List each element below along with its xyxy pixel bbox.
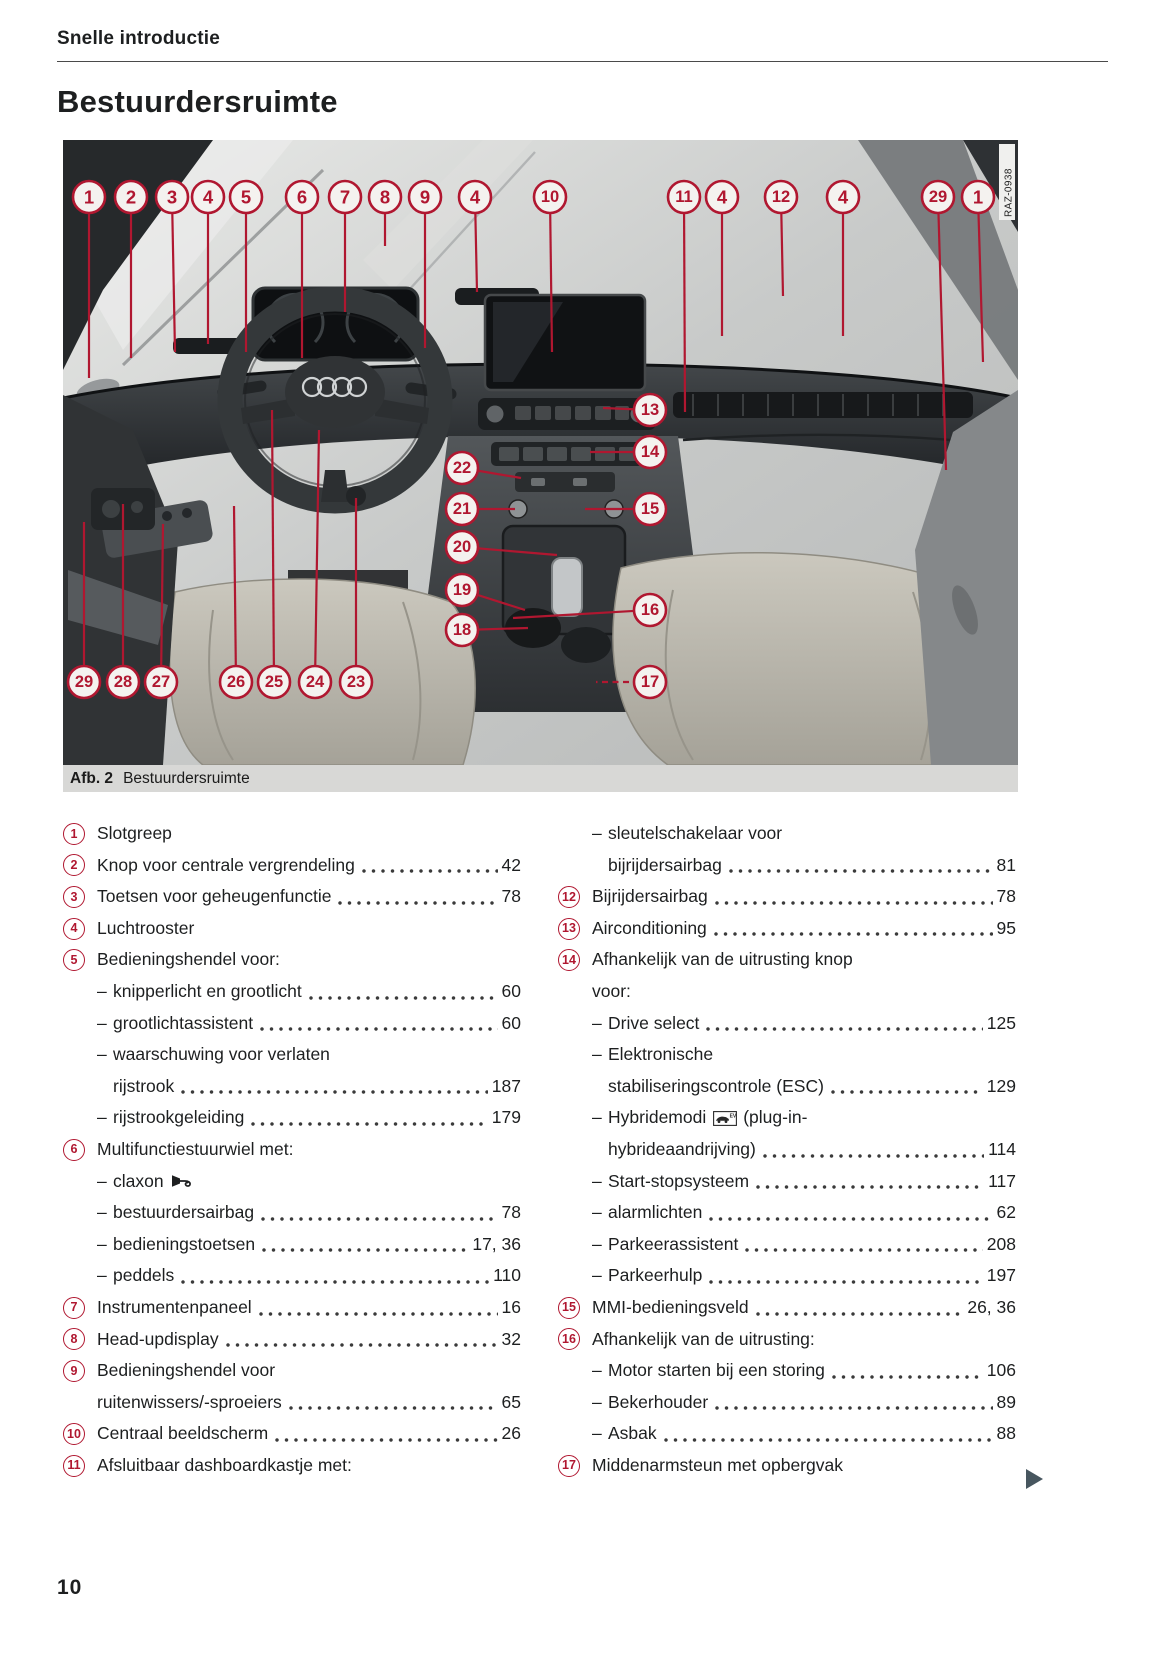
sub-item-dash: – — [97, 1265, 107, 1286]
legend-subitem — [63, 976, 521, 1008]
dotted-leader — [756, 1185, 984, 1189]
legend-subitem — [63, 1102, 521, 1134]
legend-item-number: 15 — [558, 1297, 580, 1319]
horn-icon — [171, 1174, 193, 1188]
svg-text:15: 15 — [640, 500, 660, 518]
gear-selector — [552, 558, 582, 616]
legend-item — [63, 1355, 521, 1387]
svg-text:17: 17 — [640, 673, 660, 691]
legend-subitem — [63, 1387, 521, 1419]
legend-item-label: Multifunctiestuurwiel met: — [97, 1138, 294, 1159]
legend-item-label: Motor starten bij een storing — [608, 1360, 825, 1381]
legend-page-reference: 95 — [996, 917, 1016, 938]
svg-text:1: 1 — [972, 186, 984, 208]
dotted-leader — [362, 869, 498, 873]
dotted-leader — [832, 1375, 983, 1379]
page-number: 10 — [57, 1576, 83, 1599]
legend-page-reference: 117 — [988, 1170, 1016, 1191]
dotted-leader — [763, 1154, 984, 1158]
legend-item-label: sleutelschakelaar voor — [608, 823, 783, 843]
legend-item-label: Afhankelijk van de uitrusting: — [592, 1328, 815, 1349]
dotted-leader — [745, 1248, 982, 1252]
legend-page-reference: 110 — [493, 1265, 521, 1286]
dotted-leader — [309, 996, 498, 1000]
legend-page-reference: 32 — [501, 1328, 521, 1349]
light-switch — [131, 501, 143, 513]
legend-item-label: Elektronische — [608, 1044, 714, 1065]
svg-text:10: 10 — [540, 188, 560, 206]
legend-item — [558, 944, 1016, 976]
legend-page-reference: 197 — [986, 1265, 1016, 1286]
legend-item — [558, 881, 1016, 913]
sub-item-dash: – — [592, 1423, 602, 1444]
legend-subitem — [63, 1039, 521, 1071]
svg-text:29: 29 — [74, 673, 94, 691]
legend-page-reference: 62 — [996, 1202, 1016, 1223]
sub-item-dash: – — [97, 1202, 107, 1223]
legend-subitem — [63, 1260, 521, 1292]
sub-item-dash: – — [97, 1170, 107, 1191]
legend-page-reference: 17, 36 — [472, 1233, 521, 1254]
legend-item-label: Asbak — [608, 1423, 657, 1444]
legend-item-number: 14 — [558, 949, 580, 971]
sub-item-dash: – — [592, 1233, 602, 1254]
dotted-leader — [251, 1122, 487, 1126]
legend-page-reference: 26, 36 — [967, 1296, 1016, 1317]
legend-item-label: Hybridemodi — [608, 1107, 707, 1128]
dotted-leader — [756, 1312, 964, 1316]
dotted-leader — [709, 1280, 982, 1284]
legend-subitem — [558, 1008, 1016, 1040]
legend-subitem — [558, 1197, 1016, 1229]
legend-item — [63, 818, 521, 850]
legend-item — [63, 913, 521, 945]
dotted-leader — [664, 1438, 993, 1442]
dotted-leader — [831, 1090, 983, 1094]
sub-item-dash: – — [592, 1391, 602, 1412]
legend-item — [558, 1324, 1016, 1356]
legend-item — [63, 1418, 521, 1450]
legend-item-label: bijrijdersairbag — [608, 854, 722, 875]
legend-page-reference: 26 — [501, 1423, 521, 1444]
sub-item-dash: – — [592, 1265, 602, 1286]
sub-item-dash — [592, 850, 608, 882]
svg-text:25: 25 — [264, 673, 284, 691]
dotted-leader — [262, 1248, 468, 1252]
legend-subitem — [63, 1166, 521, 1198]
legend-subitem — [558, 976, 1016, 1008]
legend-item-number: 5 — [63, 949, 85, 971]
sub-item-dash — [592, 1071, 608, 1103]
legend-page-reference: 114 — [988, 1138, 1016, 1159]
svg-text:16: 16 — [640, 601, 660, 619]
sub-item-dash: – — [592, 1107, 602, 1128]
legend-item-number: 1 — [63, 823, 85, 845]
legend-item-label: Afsluitbaar dashboardkastje met: — [97, 1454, 352, 1475]
legend-item-label: stabiliseringscontrole (ESC) — [608, 1075, 824, 1096]
cockpit-figure — [63, 140, 1018, 792]
legend-subitem — [558, 1071, 1016, 1103]
figure-caption — [63, 765, 1018, 792]
legend-item — [63, 1324, 521, 1356]
legend-item-label: MMI-bedieningsveld — [592, 1296, 749, 1317]
legend-page-reference: 60 — [501, 1012, 521, 1033]
dotted-leader — [706, 1027, 982, 1031]
cupholder — [561, 627, 611, 663]
legend-item-label: Drive select — [608, 1012, 700, 1033]
svg-text:2: 2 — [125, 186, 137, 208]
legend-item-label: Bekerhouder — [608, 1391, 709, 1412]
sub-item-dash: – — [97, 1233, 107, 1254]
sub-item-dash: – — [97, 1107, 107, 1128]
svg-text:4: 4 — [716, 186, 728, 208]
legend-item-label: Bijrijdersairbag — [592, 886, 708, 907]
legend-item-label: rijstrookgeleiding — [113, 1107, 245, 1128]
dotted-leader — [181, 1280, 489, 1284]
legend-item — [63, 1292, 521, 1324]
legend-item-label: Bedieningshendel voor — [97, 1360, 276, 1381]
legend-subitem — [558, 1418, 1016, 1450]
legend-page-reference: 89 — [996, 1391, 1016, 1412]
dotted-leader — [226, 1343, 498, 1347]
dotted-leader — [275, 1438, 497, 1442]
svg-text:9: 9 — [419, 186, 431, 208]
svg-text:20: 20 — [452, 538, 472, 556]
legend-page-reference: 65 — [501, 1391, 521, 1412]
svg-text:6: 6 — [296, 186, 308, 208]
svg-text:1: 1 — [83, 186, 95, 208]
legend-page-reference: 78 — [501, 886, 521, 907]
sub-item-dash: – — [97, 980, 107, 1001]
legend-page-reference: 129 — [986, 1075, 1016, 1096]
legend-item-number: 3 — [63, 886, 85, 908]
dotted-leader — [709, 1217, 992, 1221]
legend-item — [63, 944, 521, 976]
legend-item-label: Middenarmsteun met opbergvak — [592, 1454, 843, 1475]
legend-item-number: 7 — [63, 1297, 85, 1319]
usb-port — [531, 478, 545, 486]
legend-page-reference: 179 — [491, 1107, 521, 1128]
light-switch — [102, 500, 120, 518]
legend-page-reference: 88 — [996, 1423, 1016, 1444]
usb-panel — [515, 472, 615, 492]
sub-item-dash: – — [592, 1202, 602, 1223]
legend-column-left — [63, 818, 521, 1481]
dotted-leader — [261, 1217, 497, 1221]
legend-item — [558, 1292, 1016, 1324]
legend-item-number: 6 — [63, 1139, 85, 1161]
legend-page-reference: 208 — [986, 1233, 1016, 1254]
legend-item-label: Instrumentenpaneel — [97, 1296, 252, 1317]
legend-page-reference: 81 — [996, 854, 1016, 875]
legend-item-label: ruitenwissers/-sproeiers — [97, 1391, 282, 1412]
wheel-spoke-bottom — [321, 470, 349, 502]
legend-page-reference: 187 — [491, 1075, 521, 1096]
sub-item-dash: – — [592, 1012, 602, 1033]
legend-item-label: (plug-in- — [743, 1107, 808, 1128]
legend-subitem — [558, 1102, 1016, 1134]
legend-item-label: claxon — [113, 1170, 164, 1191]
svg-text:13: 13 — [640, 401, 660, 419]
svg-text:12: 12 — [771, 188, 791, 206]
legend-item — [63, 1134, 521, 1166]
legend-item-label: Centraal beeldscherm — [97, 1423, 269, 1444]
legend-item-label: alarmlichten — [608, 1202, 703, 1223]
legend-column-right — [558, 818, 1016, 1481]
legend-page-reference: 42 — [501, 854, 521, 875]
svg-text:21: 21 — [452, 500, 472, 518]
dotted-leader — [259, 1312, 498, 1316]
legend-item-label: voor: — [592, 980, 631, 1001]
svg-text:4: 4 — [469, 186, 481, 208]
usb-port — [573, 478, 587, 486]
header-rule — [57, 61, 1108, 62]
legend-item-number: 9 — [63, 1360, 85, 1382]
sub-item-dash: – — [592, 1044, 602, 1065]
legend-item-label: Toetsen voor geheugenfunctie — [97, 886, 332, 907]
legend-subitem — [558, 1387, 1016, 1419]
legend-item — [63, 881, 521, 913]
legend-item — [63, 850, 521, 882]
legend-page-reference: 16 — [501, 1296, 521, 1317]
svg-text:7: 7 — [339, 186, 351, 208]
legend-page-reference: 78 — [996, 886, 1016, 907]
legend-item-label: bedieningstoetsen — [113, 1233, 256, 1254]
dotted-leader — [338, 901, 497, 905]
svg-text:8: 8 — [379, 186, 391, 208]
legend-item-number: 10 — [63, 1423, 85, 1445]
legend-item-label: Parkeerassistent — [608, 1233, 739, 1254]
legend-item-label: peddels — [113, 1265, 175, 1286]
sub-item-dash: – — [592, 823, 602, 843]
figure-watermark: RAZ-0938 — [1003, 168, 1015, 217]
svg-text:EV: EV — [729, 1113, 737, 1120]
legend-item — [558, 1450, 1016, 1482]
climate-knob — [487, 406, 504, 423]
legend-subitem — [558, 1039, 1016, 1071]
legend-item-label: Slotgreep — [97, 823, 172, 843]
svg-text:23: 23 — [346, 673, 366, 691]
legend-item-label: Bedieningshendel voor: — [97, 949, 280, 970]
legend-subitem — [558, 818, 1016, 850]
legend-subitem — [63, 1197, 521, 1229]
legend-item-label: Airconditioning — [592, 917, 707, 938]
legend-item-label: Afhankelijk van de uitrusting knop — [592, 949, 853, 970]
svg-text:14: 14 — [640, 443, 660, 461]
legend-subitem — [63, 1229, 521, 1261]
legend-item-label: Head-updisplay — [97, 1328, 219, 1349]
svg-text:19: 19 — [452, 581, 472, 599]
svg-text:22: 22 — [452, 459, 472, 477]
dotted-leader — [181, 1090, 488, 1094]
legend-subitem — [558, 1355, 1016, 1387]
legend-subitem — [558, 850, 1016, 882]
legend-item-label: Knop voor centrale vergrendeling — [97, 854, 355, 875]
legend-subitem — [63, 1071, 521, 1103]
legend-page-reference: 106 — [986, 1360, 1016, 1381]
ev-plugin-icon — [713, 1111, 737, 1126]
legend-item-number: 17 — [558, 1455, 580, 1477]
svg-text:5: 5 — [240, 186, 252, 208]
svg-text:28: 28 — [113, 673, 133, 691]
legend-page-reference: 60 — [501, 980, 521, 1001]
figure-caption-label: Afb. 2 — [70, 769, 114, 787]
svg-text:4: 4 — [202, 186, 214, 208]
page-title: Bestuurdersruimte — [57, 84, 338, 119]
svg-text:11: 11 — [675, 188, 693, 206]
svg-text:29: 29 — [928, 188, 948, 206]
legend-item-label: Luchtrooster — [97, 917, 195, 938]
legend-subitem — [558, 1166, 1016, 1198]
legend-item-label: rijstrook — [113, 1075, 175, 1096]
legend-item-label: waarschuwing voor verlaten — [113, 1044, 330, 1065]
legend-item-label: Start-stopsysteem — [608, 1170, 750, 1191]
svg-text:3: 3 — [166, 186, 178, 208]
svg-text:26: 26 — [226, 673, 246, 691]
legend-item-label: Parkeerhulp — [608, 1265, 703, 1286]
legend-subitem — [558, 1229, 1016, 1261]
legend-page-reference: 125 — [986, 1012, 1016, 1033]
legend-item-label: grootlichtassistent — [113, 1012, 254, 1033]
legend-item-number: 2 — [63, 854, 85, 876]
dotted-leader — [715, 901, 993, 905]
sub-item-dash — [97, 1071, 113, 1103]
svg-text:24: 24 — [305, 673, 325, 691]
dotted-leader — [715, 1406, 992, 1410]
legend-item-label: hybrideaandrijving) — [608, 1138, 756, 1159]
section-header: Snelle introductie — [57, 28, 221, 49]
dotted-leader — [260, 1027, 497, 1031]
legend-item-label: bestuurdersairbag — [113, 1202, 255, 1223]
legend-item — [558, 913, 1016, 945]
sub-item-dash — [592, 1134, 608, 1166]
sub-item-dash: – — [97, 1044, 107, 1065]
svg-text:18: 18 — [452, 621, 472, 639]
legend-item-label: knipperlicht en grootlicht — [113, 980, 302, 1001]
figure-caption-text: Bestuurdersruimte — [123, 769, 250, 787]
legend-item — [63, 1450, 521, 1482]
legend-item-number: 13 — [558, 918, 580, 940]
legend-subitem — [558, 1260, 1016, 1292]
cockpit-illustration — [63, 140, 1018, 765]
legend-item-number: 4 — [63, 918, 85, 940]
legend-item-number: 12 — [558, 886, 580, 908]
legend-page-reference: 78 — [501, 1202, 521, 1223]
dotted-leader — [714, 932, 993, 936]
svg-text:4: 4 — [837, 186, 849, 208]
legend-item-number: 16 — [558, 1328, 580, 1350]
sub-item-dash: – — [592, 1170, 602, 1191]
sub-item-dash: – — [97, 1012, 107, 1033]
next-page-arrow — [1026, 1469, 1043, 1489]
dotted-leader — [729, 869, 993, 873]
legend-subitem — [63, 1008, 521, 1040]
svg-text:27: 27 — [151, 673, 171, 691]
legend-item-number: 11 — [63, 1455, 85, 1477]
legend-subitem — [558, 1134, 1016, 1166]
dotted-leader — [289, 1406, 498, 1410]
legend-item-number: 8 — [63, 1328, 85, 1350]
sub-item-dash: – — [592, 1360, 602, 1381]
